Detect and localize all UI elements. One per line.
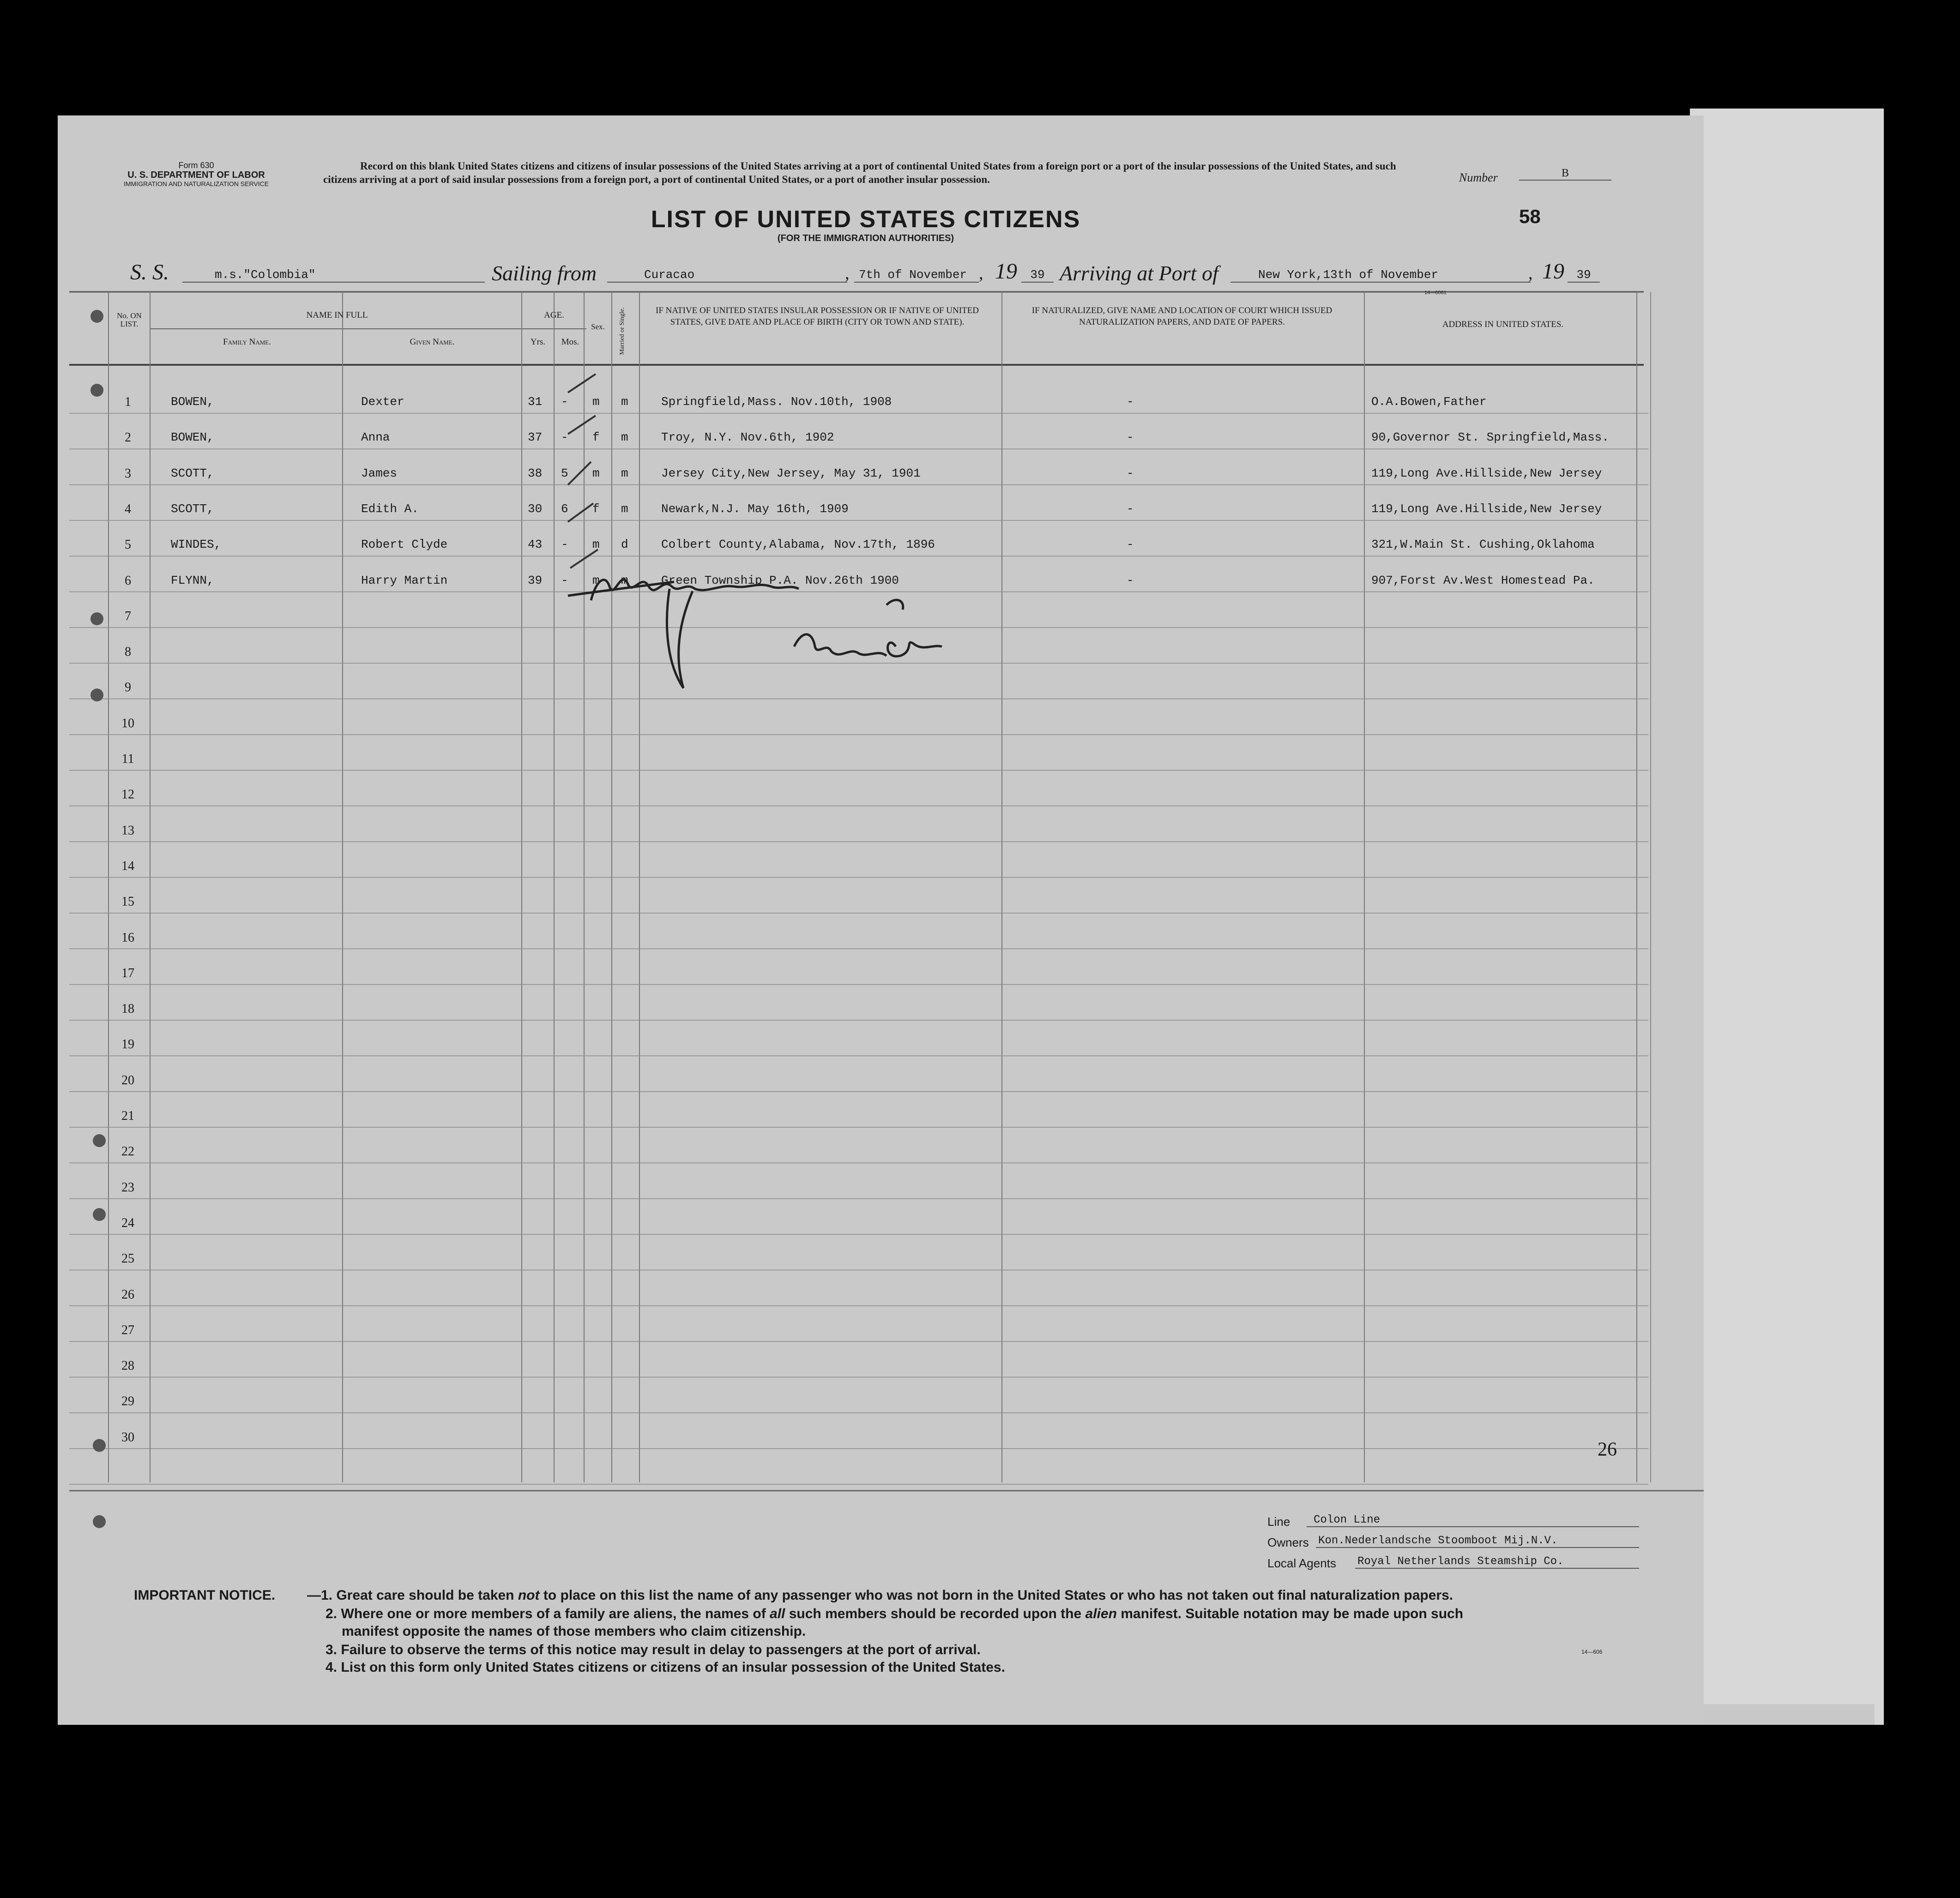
page-mark: 26 [1598,1439,1617,1460]
owners-label: Owners [1267,1535,1309,1549]
line-label: Line [1267,1515,1291,1529]
col-family-name: Family Name. [223,337,271,347]
given-name-cell: Anna [361,430,390,445]
agents-value: Royal Netherlands Steamship Co. [1355,1555,1639,1569]
age-months-cell: - [561,430,568,445]
marital-status-cell: m [621,395,628,409]
form-subtitle: (FOR THE IMMIGRATION AUTHORITIES) [777,233,954,243]
col-place-of-birth: IF NATIVE OF UNITED STATES INSULAR POSSESSION OR IF NATIVE OF UNITED STATES, GIVE DATE AND PLACE OF BIRTH (CITY OR TOWN AND STATE). [656,306,979,327]
age-years-cell: 39 [528,573,543,587]
sheet-number: 58 [1519,206,1541,227]
address-cell: 119,Long Ave.Hillside,New Jersey [1371,502,1602,516]
row-number: 26 [121,1287,134,1302]
row-number: 12 [121,787,134,802]
row-number: 30 [121,1430,134,1445]
col-given-name: Given Name. [410,337,455,347]
notice-heading: IMPORTANT NOTICE. [134,1588,276,1603]
col-yrs: Yrs. [530,337,546,347]
col-married-single: Married or Single. [619,307,626,355]
address-cell: 119,Long Ave.Hillside,New Jersey [1371,466,1602,480]
check-marks [559,365,614,596]
arrival-year: 39 [1568,268,1600,283]
sex-cell: m [592,395,600,409]
row-number: 25 [121,1251,134,1266]
age-years-cell: 37 [528,430,543,445]
naturalization-cell: - [1127,573,1134,587]
printer-mark: 14—6061 [1424,290,1447,296]
birth-place-date-cell: Colbert County,Alabama, Nov.17th, 1896 [661,538,935,552]
marital-status-cell: m [621,573,628,587]
row-number: 18 [121,1002,134,1016]
given-name-cell: Robert Clyde [361,538,448,552]
age-years-cell: 38 [528,466,543,480]
service-name: IMMIGRATION AND NATURALIZATION SERVICE [124,180,269,187]
col-mos: Mos. [561,337,579,347]
form-number: Form 630 [178,161,214,170]
age-years-cell: 43 [528,538,543,552]
address-cell: 907,Forst Av.West Homestead Pa. [1371,573,1595,587]
row-number: 29 [121,1394,134,1409]
row-number: 6 [125,573,131,588]
row-number: 23 [121,1180,134,1195]
agents-label: Local Agents [1267,1556,1336,1570]
marital-status-cell: m [621,430,628,445]
age-months-cell: - [561,395,568,409]
form-instructions: Record on this blank United States citizens and citizens of insular possessions of the United States arriving at a port of continental United States from a foreign port or a port of the insular possessions of the United States, and such citizens arriving at a port of said insular possessions from a foreign port, a port of continental United States, or a port of another insular possession. [323,160,1396,185]
row-number: 8 [125,645,131,659]
marital-status-cell: m [621,466,628,480]
line-value: Colon Line [1307,1514,1639,1527]
age-years-cell: 31 [528,395,543,409]
row-number: 17 [121,966,134,980]
family-name-cell: SCOTT, [171,502,214,516]
naturalization-cell: - [1127,395,1134,409]
naturalization-cell: - [1127,466,1134,480]
given-name-cell: James [361,466,398,480]
marital-status-cell: m [621,502,628,516]
address-cell: 90,Governor St. Springfield,Mass. [1371,430,1609,445]
arrival-year-prefix: 19 [1542,259,1564,284]
ship-name: m.s."Colombia" [182,268,485,283]
sex-cell: f [592,502,600,516]
row-number: 24 [121,1215,134,1230]
notice-item2-cont: manifest opposite the names of those members who claim citizenship. [342,1624,806,1639]
arrival-port-and-date: New York,13th of November [1230,268,1531,283]
row-number: 19 [121,1037,134,1052]
row-number: 7 [125,609,131,623]
notice-item3: 3. Failure to observe the terms of this notice may result in delay to passengers at the port of arrival. [326,1642,981,1657]
naturalization-cell: - [1127,502,1134,516]
row-number: 14 [121,858,134,873]
col-name-in-full: NAME IN FULL [306,310,368,320]
notice-item1: —1. Great care should be taken not to place on this list the name of any passenger who was not born in the United States or who has not taken out final naturalization papers. [307,1588,1453,1603]
birth-place-date-cell: Jersey City,New Jersey, May 31, 1901 [661,466,921,480]
col-naturalization: IF NATURALIZED, GIVE NAME AND LOCATION OF COURT WHICH ISSUED NATURALIZATION PAPERS, AND DATE OF PAPERS. [1031,306,1333,327]
family-name-cell: BOWEN, [171,395,214,409]
sex-cell: f [592,430,600,445]
row-number: 11 [121,752,134,766]
departure-date: 7th of November [854,268,979,283]
given-name-cell: Harry Martin [361,573,448,587]
arrival-port: New York [1258,268,1316,282]
row-number: 10 [121,716,134,731]
sex-cell: m [592,538,600,552]
age-months-cell: 6 [561,502,568,516]
footer-code: 14—606 [1581,1649,1603,1655]
age-years-cell: 30 [528,502,543,516]
col-no: No. ON LIST. [117,311,142,328]
row-number: 9 [125,680,131,695]
departure-port: Curacao [607,268,847,283]
sex-cell: m [592,573,600,587]
row-number: 16 [121,930,134,945]
owners-value: Kon.Nederlandsche Stoomboot Mij.N.V. [1316,1535,1639,1548]
col-age: AGE. [544,310,564,320]
row-number: 27 [121,1323,134,1337]
arrival-date: 13th of November [1323,268,1439,282]
department-name: U. S. DEPARTMENT OF LABOR [127,170,265,180]
row-number: 20 [121,1073,134,1088]
notice-item4: 4. List on this form only United States citizens or citizens of an insular possession of the United States. [326,1660,1005,1675]
address-cell: O.A.Bowen,Father [1371,395,1487,409]
family-name-cell: BOWEN, [171,430,214,445]
row-number: 5 [125,538,131,552]
arriving-label: Arriving at Port of [1060,261,1218,285]
birth-place-date-cell: Green Township P.A. Nov.26th 1900 [661,573,899,587]
birth-place-date-cell: Springfield,Mass. Nov.10th, 1908 [661,395,892,409]
handwritten-annotation [563,540,1053,707]
row-number: 13 [121,823,134,838]
sex-cell: m [592,466,600,480]
sailing-from-label: Sailing from [492,261,597,285]
family-name-cell: FLYNN, [171,573,214,587]
row-number: 21 [121,1109,134,1123]
age-months-cell: 5 [561,466,568,480]
naturalization-cell: - [1127,430,1134,445]
number-value: B [1519,167,1611,181]
naturalization-cell: - [1127,538,1134,552]
given-name-cell: Edith A. [361,502,419,516]
departure-year: 39 [1021,268,1054,283]
row-number: 2 [125,430,131,445]
birth-place-date-cell: Newark,N.J. May 16th, 1909 [661,502,849,516]
document-page [58,115,1704,1725]
given-name-cell: Dexter [361,395,404,409]
row-number: 3 [125,466,131,481]
marital-status-cell: d [621,538,628,552]
family-name-cell: SCOTT, [171,466,214,480]
family-name-cell: WINDES, [171,538,222,552]
col-sex: Sex. [591,322,605,331]
ss-label: S. S. [130,260,169,284]
row-number: 15 [121,895,134,909]
birth-place-date-cell: Troy, N.Y. Nov.6th, 1902 [661,430,834,445]
row-number: 28 [121,1359,134,1373]
age-months-cell: - [561,573,568,587]
row-number: 22 [121,1144,134,1159]
row-number: 1 [125,395,131,409]
year-prefix: 19 [995,259,1017,284]
number-label: Number [1459,171,1498,184]
col-address: ADDRESS IN UNITED STATES. [1442,320,1564,329]
notice-item2: 2. Where one or more members of a family are aliens, the names of all such members should be recorded upon the alien manifest. Suitable notation may be made upon such [326,1606,1464,1621]
address-cell: 321,W.Main St. Cushing,Oklahoma [1371,538,1595,552]
age-months-cell: - [561,538,568,552]
form-title: LIST OF UNITED STATES CITIZENS [651,206,1081,233]
row-number: 4 [125,502,131,516]
